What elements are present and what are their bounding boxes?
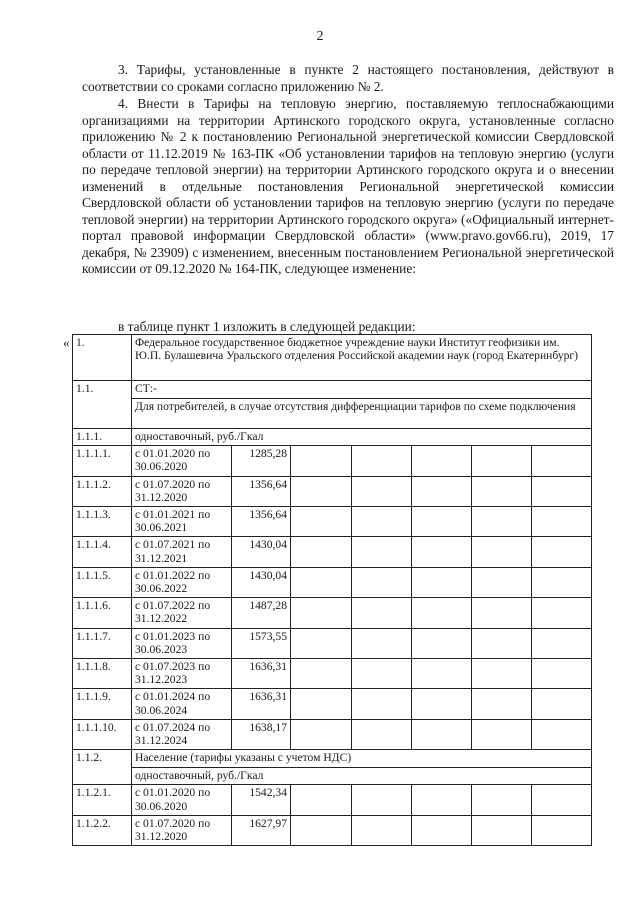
table-row (73, 659, 592, 689)
table-row (73, 381, 592, 399)
row-value: 1636,31 (232, 689, 291, 719)
single-rate-label: одноставочный, руб./Гкал (132, 429, 592, 446)
empty-cell (412, 785, 472, 815)
table-row (73, 750, 592, 768)
empty-cell (352, 785, 412, 815)
row-number: 1.1.1.1. (73, 446, 132, 476)
row-number: 1.1.1.2. (73, 476, 132, 506)
row-value: 1430,04 (232, 537, 291, 567)
empty-cell (291, 785, 352, 815)
empty-cell (472, 537, 532, 567)
row-period: с 01.01.2020 по 30.06.2020 (132, 446, 232, 476)
row-number: 1.1.1.4. (73, 537, 132, 567)
empty-cell (352, 446, 412, 476)
row-value: 1638,17 (232, 719, 291, 749)
empty-cell (532, 719, 592, 749)
table-row (73, 476, 592, 506)
row-number: 1.1.1.9. (73, 689, 132, 719)
row-value: 1542,34 (232, 785, 291, 815)
empty-cell (352, 719, 412, 749)
population-label: Население (тарифы указаны с учетом НДС) (132, 750, 592, 768)
empty-cell (291, 598, 352, 628)
empty-cell (291, 476, 352, 506)
empty-cell (412, 507, 472, 537)
row-period: с 01.01.2024 по 30.06.2024 (132, 689, 232, 719)
row-number: 1.1.1.3. (73, 507, 132, 537)
row-number: 1.1.1.10. (73, 719, 132, 749)
table-row (73, 335, 592, 381)
table-row (73, 768, 592, 785)
row-period: с 01.07.2023 по 31.12.2023 (132, 659, 232, 689)
single-rate-number: 1.1.1. (73, 429, 132, 446)
row-period: с 01.01.2020 по 30.06.2020 (132, 785, 232, 815)
row-number: 1.1.1.6. (73, 598, 132, 628)
empty-cell (352, 598, 412, 628)
empty-cell (532, 628, 592, 658)
empty-cell (352, 659, 412, 689)
empty-cell (472, 815, 532, 845)
opening-quote-mark: « (63, 335, 70, 350)
table-row (73, 785, 592, 815)
table-row (73, 598, 592, 628)
table-lead-line: в таблице пункт 1 изложить в следующей редакции: (118, 319, 416, 334)
row-value: 1356,64 (232, 507, 291, 537)
empty-cell (472, 567, 532, 597)
ct-number: 1.1. (73, 381, 132, 429)
row-value: 1285,28 (232, 446, 291, 476)
empty-cell (412, 446, 472, 476)
table-row (73, 446, 592, 476)
row-period: с 01.01.2021 по 30.06.2021 (132, 507, 232, 537)
empty-cell (291, 719, 352, 749)
empty-cell (472, 785, 532, 815)
population-single-rate-label: одноставочный, руб./Гкал (132, 768, 592, 785)
empty-cell (412, 567, 472, 597)
row-number: 1.1.1.8. (73, 659, 132, 689)
row-period: с 01.01.2022 по 30.06.2022 (132, 567, 232, 597)
row-value: 1430,04 (232, 567, 291, 597)
row-value: 1573,55 (232, 628, 291, 658)
row-period: с 01.07.2020 по 31.12.2020 (132, 476, 232, 506)
empty-cell (291, 507, 352, 537)
paragraph-amendment: 4. Внести в Тарифы на тепловую энергию, поставляемую теплоснабжающими организациями на территории Артинского городского округа, установленные согласно приложению № 2 к постановлению Региональной энергетической комиссии Свердловской области от 11.12.2019 № 163-ПК «Об установлении тарифов на тепловую энергию (услуги по передаче тепловой энергии) на территории Артинского городского округа и о внесении изменений в отдельные постановления Региональной энергетической комиссии Свердловской области об установлении тарифов на тепловую энергию (услуги по передаче тепловой энергии) на территории Артинского городского округа» («Официальный интернет-портал правовой информации Свердловской области» (www.pravo.gov66.ru), 2019, 17 декабря, № 23909) с изменением, внесенным постановлением Региональной энергетической комиссии от 09.12.2020 № 164-ПК, следующее изменение: (82, 96, 614, 276)
empty-cell (472, 659, 532, 689)
empty-cell (532, 598, 592, 628)
empty-cell (532, 507, 592, 537)
empty-cell (412, 537, 472, 567)
row-value: 1627,97 (232, 815, 291, 845)
empty-cell (472, 446, 532, 476)
empty-cell (412, 719, 472, 749)
ct-label: СТ:- (132, 381, 592, 399)
table-row (73, 537, 592, 567)
row-number: 1.1.2.2. (73, 815, 132, 845)
empty-cell (412, 476, 472, 506)
empty-cell (532, 815, 592, 845)
table-row (73, 689, 592, 719)
org-number: 1. (73, 335, 132, 381)
empty-cell (412, 598, 472, 628)
empty-cell (352, 628, 412, 658)
row-period: с 01.07.2024 по 31.12.2024 (132, 719, 232, 749)
empty-cell (352, 689, 412, 719)
empty-cell (352, 815, 412, 845)
paragraph-tariffs-validity: 3. Тарифы, установленные в пункте 2 настоящего постановления, действуют в соответствии со сроками согласно приложению № 2. (82, 62, 614, 94)
org-name: Федеральное государственное бюджетное учреждение науки Институт геофизики им. Ю.П. Булашевича Уральского отделения Российской академии наук (город Екатеринбург) (132, 335, 592, 381)
empty-cell (532, 689, 592, 719)
row-value: 1487,28 (232, 598, 291, 628)
row-value: 1636,31 (232, 659, 291, 689)
empty-cell (352, 537, 412, 567)
row-period: с 01.07.2020 по 31.12.2020 (132, 815, 232, 845)
table-row (73, 567, 592, 597)
table-row (73, 628, 592, 658)
empty-cell (532, 476, 592, 506)
empty-cell (472, 719, 532, 749)
empty-cell (472, 598, 532, 628)
row-number: 1.1.2.1. (73, 785, 132, 815)
empty-cell (352, 567, 412, 597)
empty-cell (532, 537, 592, 567)
consumers-label: Для потребителей, в случае отсутствия дифференциации тарифов по схеме подключения (132, 399, 592, 429)
empty-cell (472, 507, 532, 537)
empty-cell (472, 689, 532, 719)
empty-cell (291, 689, 352, 719)
empty-cell (532, 446, 592, 476)
empty-cell (412, 628, 472, 658)
row-number: 1.1.1.5. (73, 567, 132, 597)
empty-cell (352, 507, 412, 537)
empty-cell (532, 785, 592, 815)
table-row (73, 719, 592, 749)
population-number: 1.1.2. (73, 750, 132, 785)
empty-cell (412, 689, 472, 719)
table-row (73, 507, 592, 537)
empty-cell (532, 659, 592, 689)
table-row (73, 399, 592, 429)
empty-cell (352, 476, 412, 506)
row-period: с 01.07.2021 по 31.12.2021 (132, 537, 232, 567)
empty-cell (291, 446, 352, 476)
row-period: с 01.07.2022 по 31.12.2022 (132, 598, 232, 628)
empty-cell (291, 567, 352, 597)
empty-cell (291, 537, 352, 567)
tariff-table (72, 334, 592, 846)
empty-cell (412, 815, 472, 845)
empty-cell (412, 659, 472, 689)
empty-cell (472, 628, 532, 658)
table-row (73, 815, 592, 845)
table-row (73, 429, 592, 446)
empty-cell (291, 659, 352, 689)
row-number: 1.1.1.7. (73, 628, 132, 658)
row-period: с 01.01.2023 по 30.06.2023 (132, 628, 232, 658)
empty-cell (291, 815, 352, 845)
row-value: 1356,64 (232, 476, 291, 506)
empty-cell (532, 567, 592, 597)
empty-cell (472, 476, 532, 506)
empty-cell (291, 628, 352, 658)
page-number: 2 (316, 29, 324, 44)
